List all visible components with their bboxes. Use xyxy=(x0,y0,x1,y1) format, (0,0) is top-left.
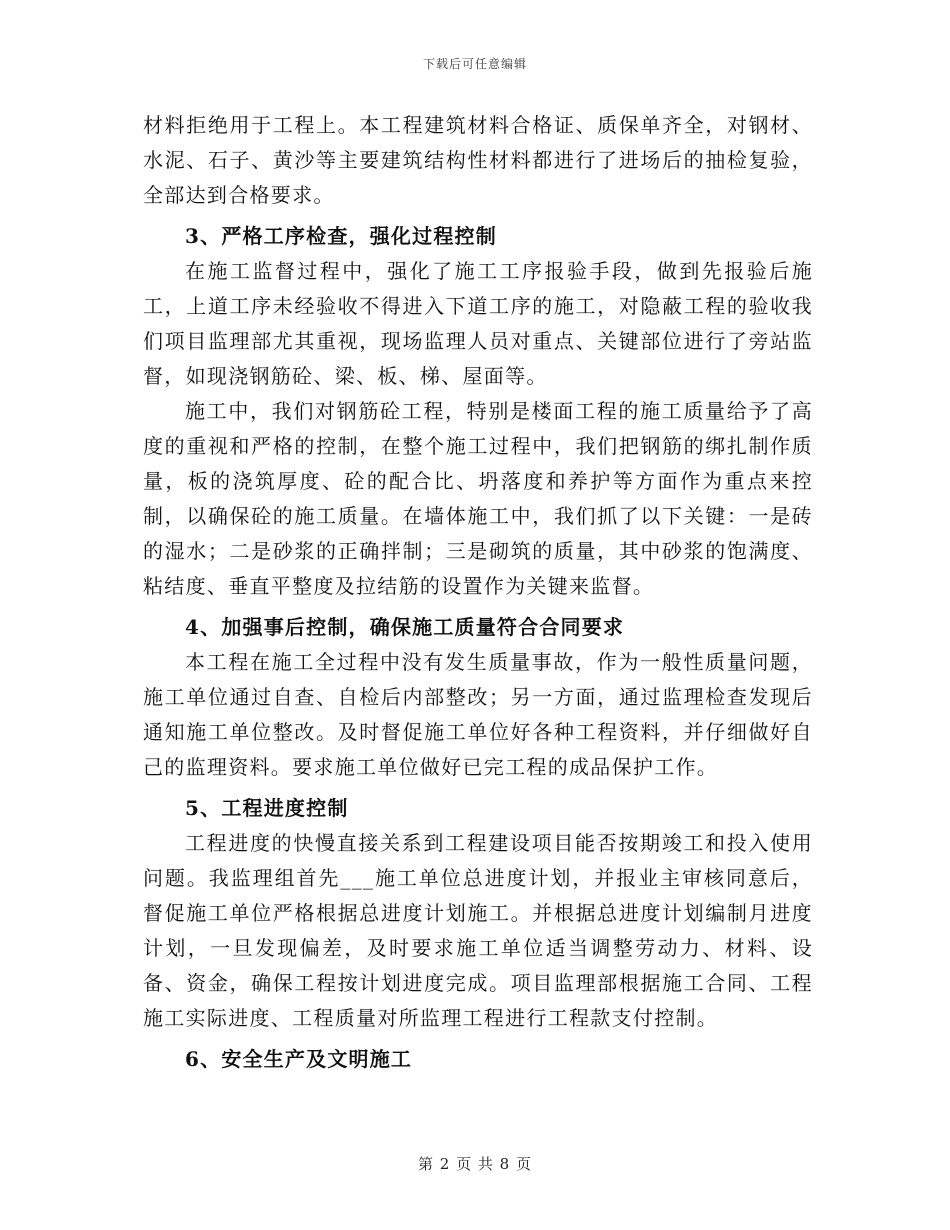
paragraph-post-control: 本工程在施工全过程中没有发生质量事故，作为一般性质量问题，施工单位通过自查、自检后内部整改；另一方面，通过监理检查发现后通知施工单位整改。及时督促施工单位好各种工程资料，并仔细做好自己的监理资料。要求施工单位做好已完工程的成品保护工作。 xyxy=(143,650,813,779)
paragraph-materials: 材料拒绝用于工程上。本工程建筑材料合格证、质保单齐全，对钢材、水泥、石子、黄沙等主要建筑结构性材料都进行了进场后的抽检复验，全部达到合格要求。 xyxy=(143,113,813,207)
section-heading-5: 5、工程进度控制 xyxy=(185,796,349,820)
page-header: 下载后可任意编辑 xyxy=(422,57,527,71)
paragraph-schedule-control: 工程进度的快慢直接关系到工程建设项目能否按期竣工和投入使用问题。我监理组首先___施工单位总进度计划，并报业主审核同意后，督促施工单位严格根据总进度计划施工。并根据总进度计划编制月进度计划，一旦发现偏差，及时要求施工单位适当调整劳动力、材料、设备、资金，确保工程按计划进度完成。项目监理部根据施工合同、工程施工实际进度、工程质量对所监理工程进行工程款支付控制。 xyxy=(143,831,813,1030)
section-heading-6: 6、安全生产及文明施工 xyxy=(185,1047,413,1071)
section-heading-4: 4、加强事后控制，确保施工质量符合合同要求 xyxy=(185,615,625,639)
section-heading-3: 3、严格工序检查，强化过程控制 xyxy=(185,224,497,248)
document-body xyxy=(143,108,813,1077)
paragraph-concrete-control: 施工中，我们对钢筋砼工程，特别是楼面工程的施工质量给予了高度的重视和严格的控制，在整个施工过程中，我们把钢筋的绑扎制作质量，板的浇筑厚度、砼的配合比、坍落度和养护等方面作为重点来控制，以确保砼的施工质量。在墙体施工中，我们抓了以下关键：一是砖的湿水；二是砂浆的正确拌制；三是砌筑的质量，其中砂浆的饱满度、粘结度、垂直平整度及拉结筋的设置作为关键来监督。 xyxy=(143,399,813,598)
paragraph-process-inspection: 在施工监督过程中，强化了施工工序报验手段，做到先报验后施工，上道工序未经验收不得进入下道工序的施工，对隐蔽工程的验收我们项目监理部尤其重视，现场监理人员对重点、关键部位进行了旁站监督，如现浇钢筋砼、梁、板、梯、屋面等。 xyxy=(143,259,813,388)
page-footer: 第 2 页 共 8 页 xyxy=(418,1155,532,1173)
